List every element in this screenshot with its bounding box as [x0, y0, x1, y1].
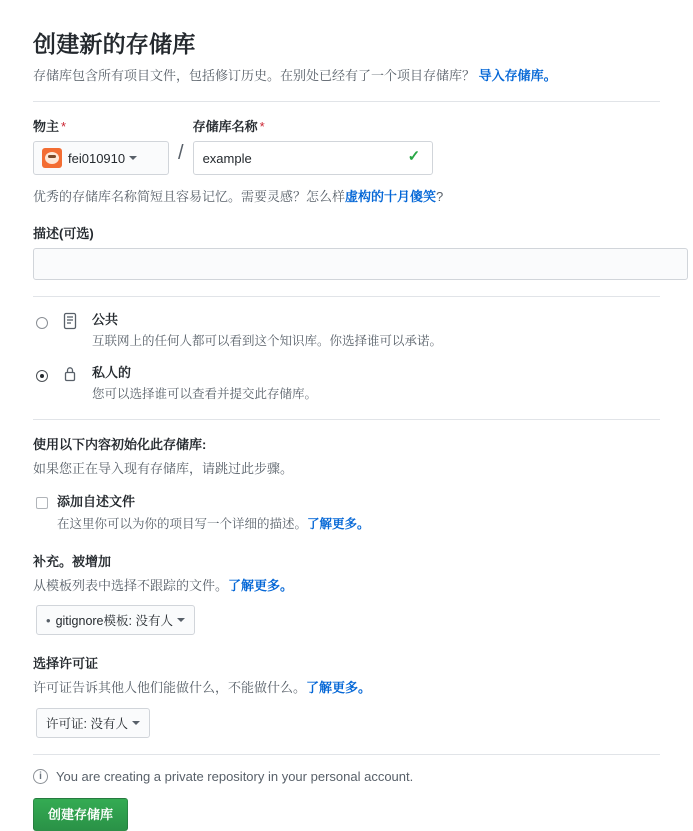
readme-learn-more-link[interactable]: 了解更多。 [307, 516, 370, 531]
gitignore-section [33, 551, 660, 636]
visibility-private-text [92, 364, 317, 403]
license-title: 选择许可证 [33, 656, 99, 672]
page-title: 创建新的存储库 [33, 31, 196, 57]
gitignore-template-label: gitignore模板: 没有人 [55, 614, 173, 629]
lock-icon [60, 365, 82, 388]
chevron-down-icon [177, 618, 185, 622]
license-dropdown[interactable] [36, 708, 150, 738]
gitignore-title: 补充。被增加 [33, 553, 112, 569]
owner-field [33, 116, 169, 175]
repository-name-hint-tail: ? [436, 189, 444, 205]
repository-name-field [193, 116, 433, 175]
visibility-option-public[interactable] [33, 311, 660, 350]
gitignore-template-dropdown[interactable] [36, 605, 195, 635]
owner-name: fei010910 [68, 150, 126, 166]
user-avatar-icon [42, 148, 62, 168]
repository-name-hint-text: 优秀的存储库名称简短且容易记忆。需要灵感？怎么样 [33, 189, 346, 205]
info-icon: i [33, 769, 48, 784]
create-repository-button[interactable]: 创建存储库 [33, 798, 128, 831]
license-section [33, 653, 660, 738]
page-subtitle [33, 66, 660, 86]
license-desc [33, 678, 660, 698]
description-input[interactable] [33, 248, 688, 280]
readme-desc-text: 在这里你可以为你的项目写一个详细的描述。 [57, 516, 308, 531]
divider-init [33, 419, 660, 420]
divider-notice [33, 754, 660, 755]
owner-name-row [33, 116, 660, 175]
divider-top [33, 101, 660, 102]
dot-icon: • [46, 612, 51, 628]
repo-public-icon [60, 312, 82, 335]
owner-label [33, 116, 169, 135]
repository-name-hint [33, 187, 660, 207]
visibility-private-desc: 您可以选择谁可以查看并提交此存储库。 [92, 387, 318, 402]
owner-label-text: 物主 [33, 119, 60, 135]
repository-name-input[interactable] [193, 141, 433, 175]
visibility-private-title: 私人的 [92, 365, 132, 381]
private-repo-notice [33, 769, 660, 784]
repository-name-label [193, 116, 433, 135]
repository-name-input-wrap [193, 141, 433, 175]
visibility-public-title: 公共 [92, 311, 119, 327]
gitignore-desc [33, 576, 660, 596]
owner-select[interactable] [33, 141, 169, 175]
submit-row [33, 798, 660, 831]
visibility-public-text [92, 311, 442, 350]
license-desc-text: 许可证告诉其他人他们能做什么，不能做什么。 [33, 680, 307, 696]
readme-desc [57, 515, 370, 533]
check-icon: ✓ [407, 148, 421, 166]
readme-label: 添加自述文件 [57, 493, 136, 509]
owner-required-mark: * [61, 119, 67, 135]
repository-name-required-mark: * [259, 119, 265, 135]
init-section-title: 使用以下内容初始化此存储库: [33, 437, 207, 453]
private-repo-notice-text: You are creating a private repository in your personal account. [56, 768, 414, 784]
path-separator: / [178, 142, 184, 165]
init-section-subtitle: 如果您正在导入现有存储库，请跳过此步骤。 [33, 461, 294, 477]
repository-name-label-text: 存储库名称 [192, 119, 258, 135]
divider-visibility [33, 296, 660, 297]
gitignore-desc-text: 从模板列表中选择不跟踪的文件。 [33, 577, 229, 593]
readme-checkbox[interactable] [36, 497, 48, 509]
readme-option[interactable] [33, 493, 660, 533]
radio-private[interactable] [36, 370, 48, 382]
description-label: 描述(可选) [33, 225, 94, 241]
page-subtitle-text: 存储库包含所有项目文件，包括修订历史。在别处已经有了一个项目存储库？ [33, 67, 476, 83]
visibility-public-desc: 互联网上的任何人都可以看到这个知识库。你选择谁可以承诺。 [92, 333, 443, 348]
import-repository-link[interactable]: 导入存储库。 [478, 67, 557, 83]
visibility-option-private[interactable] [33, 364, 660, 403]
chevron-down-icon [132, 721, 140, 725]
license-learn-more-link[interactable]: 了解更多。 [306, 680, 372, 696]
chevron-down-icon [129, 156, 137, 160]
license-dropdown-label: 许可证: 没有人 [46, 716, 128, 731]
gitignore-learn-more-link[interactable]: 了解更多。 [228, 577, 294, 593]
readme-text [57, 493, 370, 533]
suggested-name-link[interactable]: 虚构的十月傻笑 [345, 189, 437, 205]
radio-public[interactable] [36, 317, 48, 329]
